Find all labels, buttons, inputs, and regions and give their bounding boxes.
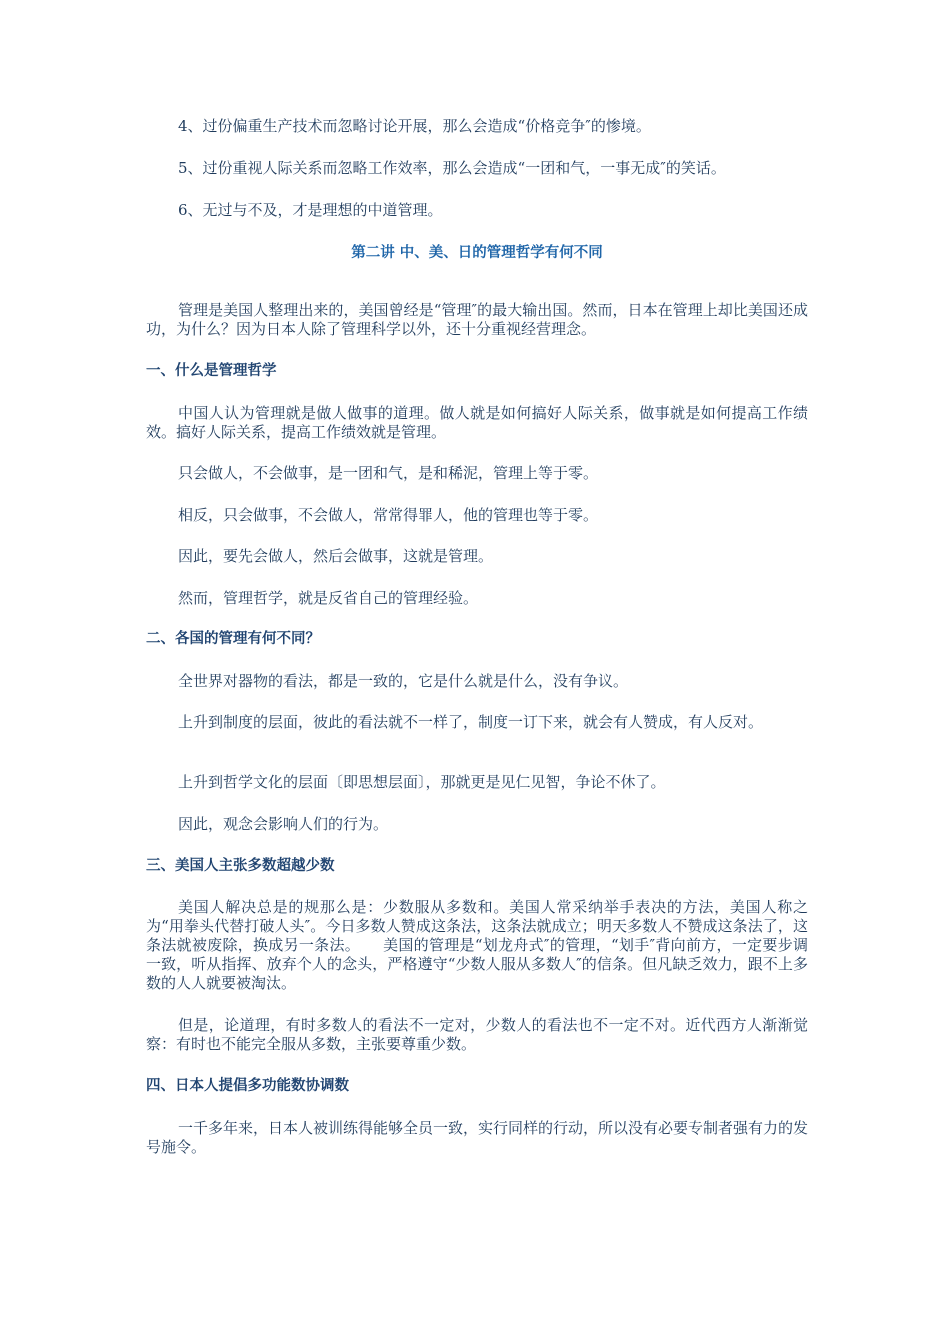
paragraph: 但是，论道理，有时多数人的看法不一定对，少数人的看法也不一定不对。近代西方人渐渐觉察：有时也不能完全服从多数，主张要尊重少数。: [146, 1016, 808, 1053]
section-heading: 一、什么是管理哲学: [146, 363, 277, 379]
list-item: 5、过份重视人际关系而忽略工作效率，那么会造成“一团和气，一事无成″的笑话。: [178, 159, 726, 177]
section-heading: 二、各国的管理有何不同？: [146, 631, 320, 647]
paragraph: 只会做人，不会做事，是一团和气，是和稀泥，管理上等于零。: [178, 464, 599, 482]
lecture-title: 第二讲 中、美、日的管理哲学有何不同: [351, 245, 603, 261]
paragraph: 因此，要先会做人，然后会做事，这就是管理。: [178, 547, 494, 565]
paragraph: 因此，观念会影响人们的行为。: [178, 815, 389, 833]
list-item: 6、无过与不及，才是理想的中道管理。: [178, 201, 443, 219]
list-item: 4、过份偏重生产技术而忽略讨论开展，那么会造成“价格竞争″的惨境。: [178, 117, 651, 135]
paragraph: 全世界对器物的看法，都是一致的，它是什么就是什么，没有争议。: [178, 672, 629, 690]
section-heading: 四、日本人提倡多功能数协调数: [146, 1078, 349, 1094]
section-heading: 三、美国人主张多数超越少数: [146, 858, 335, 874]
paragraph: 上升到制度的层面，彼此的看法就不一样了，制度一订下来，就会有人赞成，有人反对。: [178, 713, 764, 731]
intro-paragraph: 管理是美国人整理出来的，美国曾经是“管理″的最大输出国。然而，日本在管理上却比美国还成功，为什么？因为日本人除了管理科学以外，还十分重视经营理念。: [146, 301, 808, 338]
paragraph: 然而，管理哲学，就是反省自己的管理经验。: [178, 589, 479, 607]
paragraph: 美国人解决总是的规那么是：少数服从多数和。美国人常采纳举手表决的方法，美国人称之为“用拳头代替打破人头″。今日多数人赞成这条法，这条法就成立；明天多数人不赞成这条法了，这条法就被废除，换成另一条法。 美国的管理是“划龙舟式″的管理，“划手″背向前方，一定要步调一致，听从指挥、放弃个人的念头，严格遵守“少数人服从多数人″的信条。但凡缺乏效力，跟不上多数的人人就要被淘汰。: [146, 898, 808, 992]
paragraph: 上升到哲学文化的层面〔即思想层面〕，那就更是见仁见智，争论不休了。: [178, 773, 666, 791]
paragraph: 中国人认为管理就是做人做事的道理。做人就是如何搞好人际关系，做事就是如何提高工作绩效。搞好人际关系，提高工作绩效就是管理。: [146, 404, 808, 441]
paragraph: 相反，只会做事，不会做人，常常得罪人，他的管理也等于零。: [178, 506, 599, 524]
paragraph: 一千多年来，日本人被训练得能够全员一致，实行同样的行动，所以没有必要专制者强有力的发号施令。: [146, 1119, 809, 1156]
